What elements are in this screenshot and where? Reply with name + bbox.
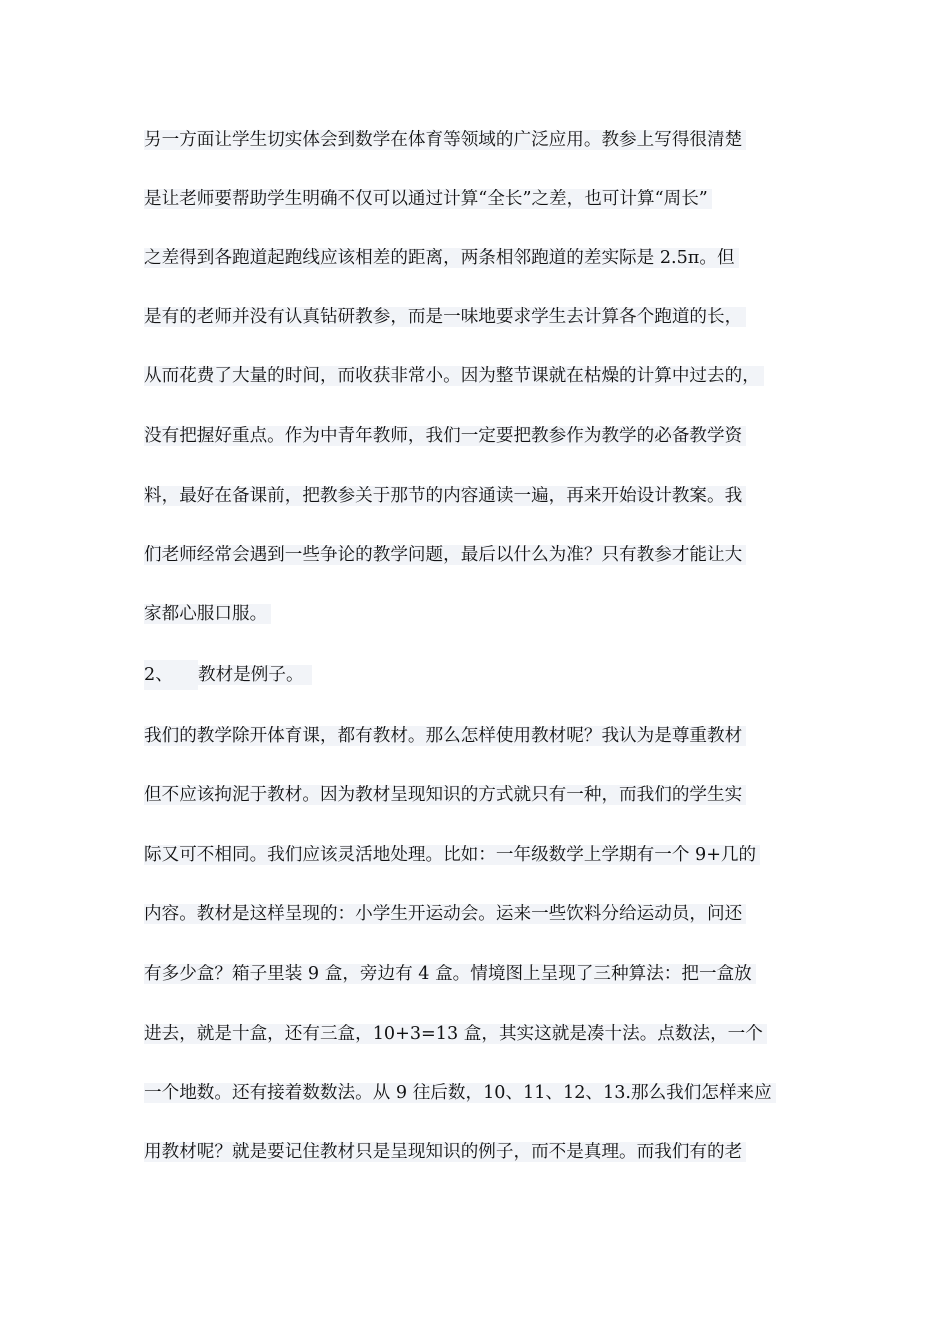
paragraph-line: 料，最好在备课前，把教参关于那节的内容通读一遍，再来开始设计教案。我 [144,481,746,511]
paragraph-line: 我们的教学除开体育课，都有教材。那么怎样使用教材呢？我认为是尊重教材 [144,721,746,751]
paragraph-line: 没有把握好重点。作为中青年教师，我们一定要把教参作为教学的必备教学资 [144,421,746,451]
section-number: 2、 [144,660,198,690]
paragraph-line: 但不应该拘泥于教材。因为教材呈现知识的方式就只有一种，而我们的学生实 [144,780,746,810]
section-heading [144,660,312,690]
paragraph-line: 一个地数。还有接着数数法。从 9 往后数，10、11、12、13.那么我们怎样来应 [144,1078,776,1108]
paragraph-line: 际又可不相同。我们应该灵活地处理。比如：一年级数学上学期有一个 9+几的 [144,840,760,870]
paragraph-line: 之差得到各跑道起跑线应该相差的距离，两条相邻跑道的差实际是 2.5π。但 [144,243,739,273]
paragraph-line: 们老师经常会遇到一些争论的教学问题，最后以什么为准？只有教参才能让大 [144,540,746,570]
paragraph-line: 有多少盒？箱子里装 9 盒，旁边有 4 盒。情境图上呈现了三种算法：把一盒放 [144,959,756,989]
paragraph-line: 用教材呢？就是要记住教材只是呈现知识的例子，而不是真理。而我们有的老 [144,1137,746,1167]
paragraph-line: 从而花费了大量的时间，而收获非常小。因为整节课就在枯燥的计算中过去的， [144,361,764,391]
section-title: 教材是例子。 [198,665,308,685]
paragraph-line: 是让老师要帮助学生明确不仅可以通过计算“全长”之差，也可计算“周长” [144,184,712,214]
paragraph-line: 是有的老师并没有认真钻研教参，而是一味地要求学生去计算各个跑道的长， [144,302,746,332]
paragraph-line: 另一方面让学生切实体会到数学在体育等领域的广泛应用。教参上写得很清楚 [144,125,746,155]
paragraph-line: 内容。教材是这样呈现的：小学生开运动会。运来一些饮料分给运动员，问还 [144,899,746,929]
paragraph-line: 进去，就是十盒，还有三盒，10+3=13 盒，其实这就是凑十法。点数法，一个 [144,1019,767,1049]
paragraph-line: 家都心服口服。 [144,599,271,629]
